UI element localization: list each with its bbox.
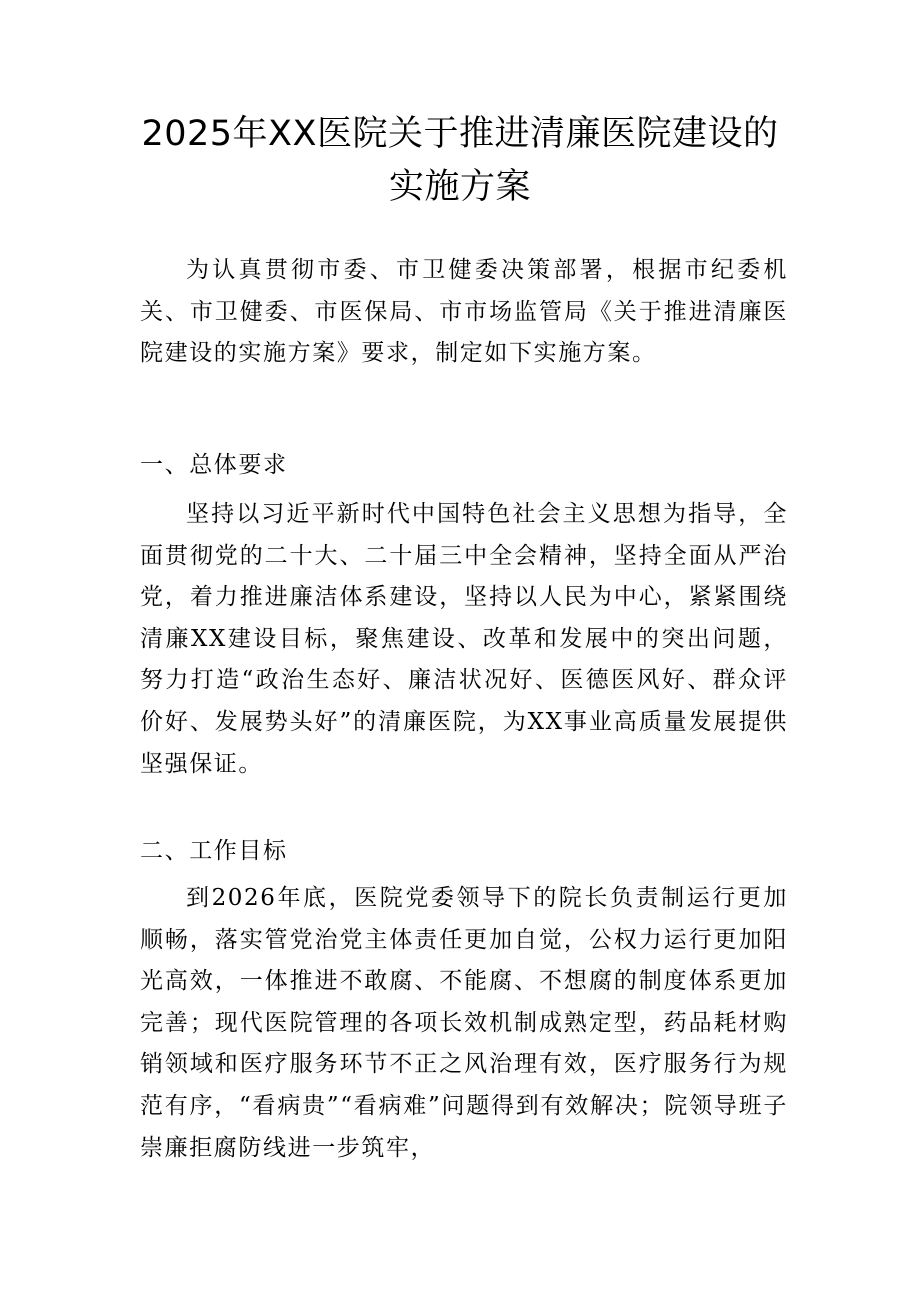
document-title: 2025年XX医院关于推进清廉医院建设的实施方案 [141, 114, 779, 207]
section-heading-general-requirements: 一、总体要求 [140, 452, 288, 478]
section-body-general-requirements: 坚持以习近平新时代中国特色社会主义思想为指导，全面贯彻党的二十大、二十届三中全会精神，坚持全面从严治党，着力推进廉洁体系建设，坚持以人民为中心，紧紧围绕清廉XX建设目标，聚焦建设、改革和发展中的突出问题，努力打造“政治生态好、廉洁状况好、医德医风好、群众评价好、发展势头好”的清廉医院，为XX事业高质量发展提供坚强保证。 [140, 501, 788, 777]
section-heading-work-goals: 二、工作目标 [140, 838, 288, 864]
intro-paragraph: 为认真贯彻市委、市卫健委决策部署，根据市纪委机关、市卫健委、市医保局、市市场监管局《关于推进清廉医院建设的实施方案》要求，制定如下实施方案。 [140, 257, 788, 367]
section-body-work-goals: 到2026年底，医院党委领导下的院长负责制运行更加顺畅，落实管党治党主体责任更加自觉，公权力运行更加阳光高效，一体推进不敢腐、不能腐、不想腐的制度体系更加完善；现代医院管理的各项长效机制成熟定型，药品耗材购销领域和医疗服务环节不正之风治理有效，医疗服务行为规范有序，“看病贵”“看病难”问题得到有效解决；院领导班子崇廉拒腐防线进一步筑牢， [140, 885, 788, 1161]
